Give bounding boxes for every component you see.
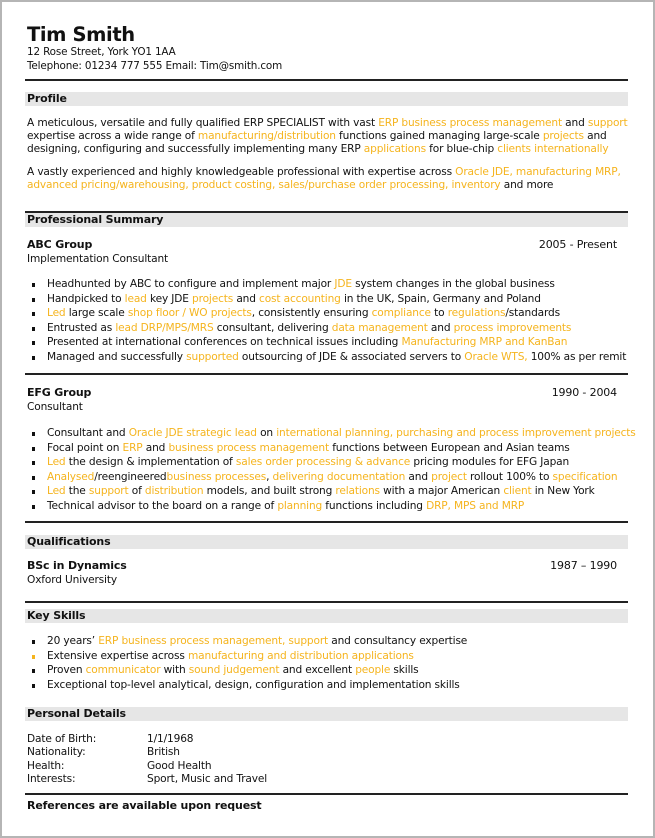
value: Sport, Music and Travel (147, 773, 268, 786)
bullet-item (27, 321, 630, 336)
section-heading-professional-summary: Professional Summary (25, 213, 628, 227)
highlighted-text: JDE (334, 278, 352, 290)
highlighted-text: regulations (447, 307, 506, 319)
section-heading-qualifications: Qualifications (25, 535, 628, 549)
divider (25, 373, 628, 375)
bullet-item (27, 292, 630, 307)
highlighted-text: manufacturing and distribution applications (187, 649, 414, 662)
text: skills (390, 664, 419, 676)
text: to (430, 307, 448, 319)
text: expertise across a wide range of (27, 130, 198, 142)
divider (25, 793, 628, 795)
text: 20 years’ (47, 635, 99, 647)
highlighted-text: Oracle WTS, (464, 350, 528, 363)
personal-row (27, 773, 267, 786)
text-line (27, 143, 630, 156)
bullet-icon (32, 283, 35, 287)
highlighted-text: project (431, 470, 467, 483)
value: Good Health (147, 759, 212, 772)
label: Date of Birth: (27, 733, 97, 745)
text: in the UK, Spain, Germany and Poland (340, 292, 541, 305)
bullet-item (27, 634, 630, 649)
highlighted-text: ERP business process management (378, 117, 562, 129)
text: and more (500, 179, 554, 191)
text: and (427, 321, 454, 334)
bullet-item (27, 484, 630, 499)
bullet-icon (32, 327, 35, 331)
highlighted-text: manufacturing/distribution (197, 130, 336, 142)
text: , (266, 470, 273, 483)
highlighted-text: specification (552, 470, 618, 483)
text: functions including (322, 499, 427, 512)
bullet-item (27, 335, 630, 350)
references-note: References are available upon request (27, 799, 262, 812)
text: large scale (65, 307, 128, 319)
text: Handpicked to (47, 292, 125, 305)
highlighted-text: Manufacturing MRP and KanBan (401, 336, 568, 348)
bullet-icon (32, 298, 35, 302)
highlighted-text: lead DRP/MPS/MRS (115, 321, 214, 334)
key-skills-bullets (27, 634, 630, 692)
text: in New York (531, 485, 595, 497)
highlighted-text: DRP, MPS and MRP (426, 499, 525, 512)
highlighted-text: business processes (166, 470, 267, 483)
text: Extensive expertise across (47, 649, 188, 662)
highlighted-text: applications (363, 143, 426, 155)
text: pricing modules for EFG Japan (410, 456, 570, 468)
text: for blue-chip (425, 143, 498, 155)
text: functions gained managing large-scale (335, 130, 543, 142)
highlighted-text: sound judgement (188, 664, 280, 676)
highlighted-text: advanced pricing/warehousing, product costing, sales/purchase order processing, inventory (27, 179, 501, 191)
text: and (233, 292, 260, 305)
text: Managed and successfully (47, 350, 187, 363)
highlighted-text: sales order processing & advance (235, 456, 411, 468)
highlighted-text: compliance (371, 307, 431, 319)
text-line (27, 166, 630, 179)
value: British (147, 746, 180, 759)
text-line (27, 117, 630, 130)
highlighted-text: Led (47, 307, 66, 319)
text: /reengineered (94, 470, 167, 483)
text: and excellent (279, 664, 356, 676)
degree: BSc in Dynamics (27, 559, 127, 572)
company-name: EFG Group (27, 386, 92, 399)
bullet-item (27, 678, 630, 693)
label: Interests: (27, 773, 76, 786)
bullet-item (27, 470, 630, 485)
company-name: ABC Group (27, 238, 93, 251)
bullet-icon (32, 684, 35, 688)
text: with (160, 664, 189, 676)
personal-row (27, 733, 267, 746)
text: consultant, delivering (213, 321, 332, 334)
text: 100% as per remit (527, 350, 627, 363)
bullet-icon (32, 447, 35, 451)
bullet-icon (32, 356, 35, 360)
address: 12 Rose Street, York YO1 1AA (27, 46, 176, 58)
job-role: Implementation Consultant (27, 253, 169, 265)
text: and consultancy expertise (328, 635, 468, 647)
bullet-icon (32, 432, 35, 436)
text: functions between European and Asian teams (328, 441, 570, 454)
text: on (256, 427, 277, 439)
text: and (405, 470, 432, 483)
job-dates: 2005 - Present (538, 238, 617, 251)
job-role: Consultant (27, 401, 83, 413)
text: Presented at international conferences on technical issues including (47, 336, 402, 348)
bullet-item (27, 649, 630, 664)
text: outsourcing of JDE & associated servers to (238, 350, 465, 363)
highlighted-text: Led (47, 456, 66, 468)
candidate-name: Tim Smith (27, 23, 135, 46)
job-dates: 1990 - 2004 (551, 386, 617, 399)
text: Headhunted by ABC to configure and implement major (47, 278, 335, 290)
bullet-icon (32, 312, 35, 316)
highlighted-text: business process management (168, 441, 329, 454)
personal-row (27, 746, 267, 759)
highlighted-text: cost accounting (259, 292, 341, 305)
bullet-item (27, 455, 630, 470)
value: 1/1/1968 (147, 733, 194, 745)
text: the (65, 485, 89, 497)
highlighted-text: Led (47, 485, 66, 497)
divider (25, 601, 628, 603)
label: Nationality: (27, 746, 86, 759)
job-bullets-abc (27, 277, 630, 364)
personal-row (27, 760, 267, 773)
highlighted-text: Oracle JDE strategic lead (128, 427, 257, 439)
highlighted-text: Analysed (47, 470, 95, 483)
bullet-icon (32, 461, 35, 465)
text: A vastly experienced and highly knowledgeable professional with expertise across (27, 166, 456, 178)
text: Proven (47, 664, 86, 676)
bullet-icon (32, 669, 35, 673)
highlighted-text: lead (124, 292, 147, 305)
bullet-icon (32, 655, 35, 659)
bullet-item (27, 426, 636, 441)
highlighted-text: client (503, 485, 532, 497)
highlighted-text: projects (192, 292, 234, 305)
bullet-item (27, 499, 630, 514)
profile-paragraph-2 (27, 166, 630, 192)
personal-details (27, 733, 267, 787)
bullet-item (27, 277, 630, 292)
highlighted-text: clients internationally (497, 143, 609, 155)
highlighted-text: supported (186, 350, 239, 363)
highlighted-text: support (587, 117, 628, 129)
bullet-item (27, 441, 630, 456)
institution: Oxford University (27, 574, 117, 586)
label: Health: (27, 759, 65, 772)
highlighted-text: shop floor / WO projects (127, 307, 252, 319)
highlighted-text: process improvements (453, 321, 572, 334)
highlighted-text: people (355, 664, 391, 676)
highlighted-text: support (88, 485, 129, 497)
job-header-abc (27, 238, 617, 251)
text: with a major American (379, 485, 504, 497)
job-bullets-efg (27, 426, 636, 513)
text: models, and built strong (203, 485, 336, 497)
text: Technical advisor to the board on a range of (47, 499, 278, 512)
text: Focal point on (47, 441, 123, 454)
highlighted-text: planning (277, 499, 323, 512)
bullet-icon (32, 341, 35, 345)
highlighted-text: delivering documentation (272, 470, 406, 483)
text-line (27, 179, 630, 192)
contact-line: Telephone: 01234 777 555 Email: Tim@smith.com (27, 60, 283, 72)
divider (25, 79, 628, 81)
text: rollout 100% to (466, 470, 553, 483)
highlighted-text: projects (542, 130, 584, 142)
qualification-dates: 1987 – 1990 (550, 559, 617, 572)
highlighted-text: ERP (122, 441, 143, 454)
text: the design & implementation of (65, 456, 236, 468)
text: and (561, 117, 588, 129)
bullet-item (27, 350, 630, 365)
bullet-icon (32, 640, 35, 644)
text: Entrusted as (47, 321, 116, 334)
text: designing, configuring and successfully implementing many ERP (27, 143, 364, 155)
divider (25, 521, 628, 523)
highlighted-text: distribution (144, 485, 204, 497)
text: A meticulous, versatile and fully qualified ERP SPECIALIST with vast (27, 117, 379, 129)
bullet-icon (32, 490, 35, 494)
profile-paragraph-1 (27, 117, 630, 156)
text: and (142, 441, 169, 454)
text: key JDE (146, 292, 193, 305)
highlighted-text: communicator (85, 664, 161, 676)
job-header-efg (27, 386, 617, 399)
text: Exceptional top-level analytical, design, configuration and implementation skills (47, 678, 460, 691)
bullet-item (27, 306, 630, 321)
text: , consistently ensuring (251, 307, 372, 319)
text: /standards (505, 307, 560, 319)
highlighted-text: Oracle JDE, manufacturing MRP, (455, 166, 621, 178)
section-heading-personal-details: Personal Details (25, 707, 628, 721)
highlighted-text: international planning, purchasing and process improvement projects (276, 427, 636, 439)
text-line (27, 130, 630, 143)
highlighted-text: relations (335, 485, 380, 497)
text: Consultant and (47, 427, 129, 439)
text: system changes in the global business (351, 278, 555, 290)
bullet-icon (32, 505, 35, 509)
text: of (128, 485, 145, 497)
text: and (583, 130, 607, 142)
bullet-icon (32, 476, 35, 480)
bullet-item (27, 663, 630, 678)
section-heading-profile: Profile (25, 92, 628, 106)
qualification-header (27, 559, 617, 572)
highlighted-text: ERP business process management, support (98, 635, 329, 647)
highlighted-text: data management (331, 321, 428, 334)
section-heading-key-skills: Key Skills (25, 609, 628, 623)
